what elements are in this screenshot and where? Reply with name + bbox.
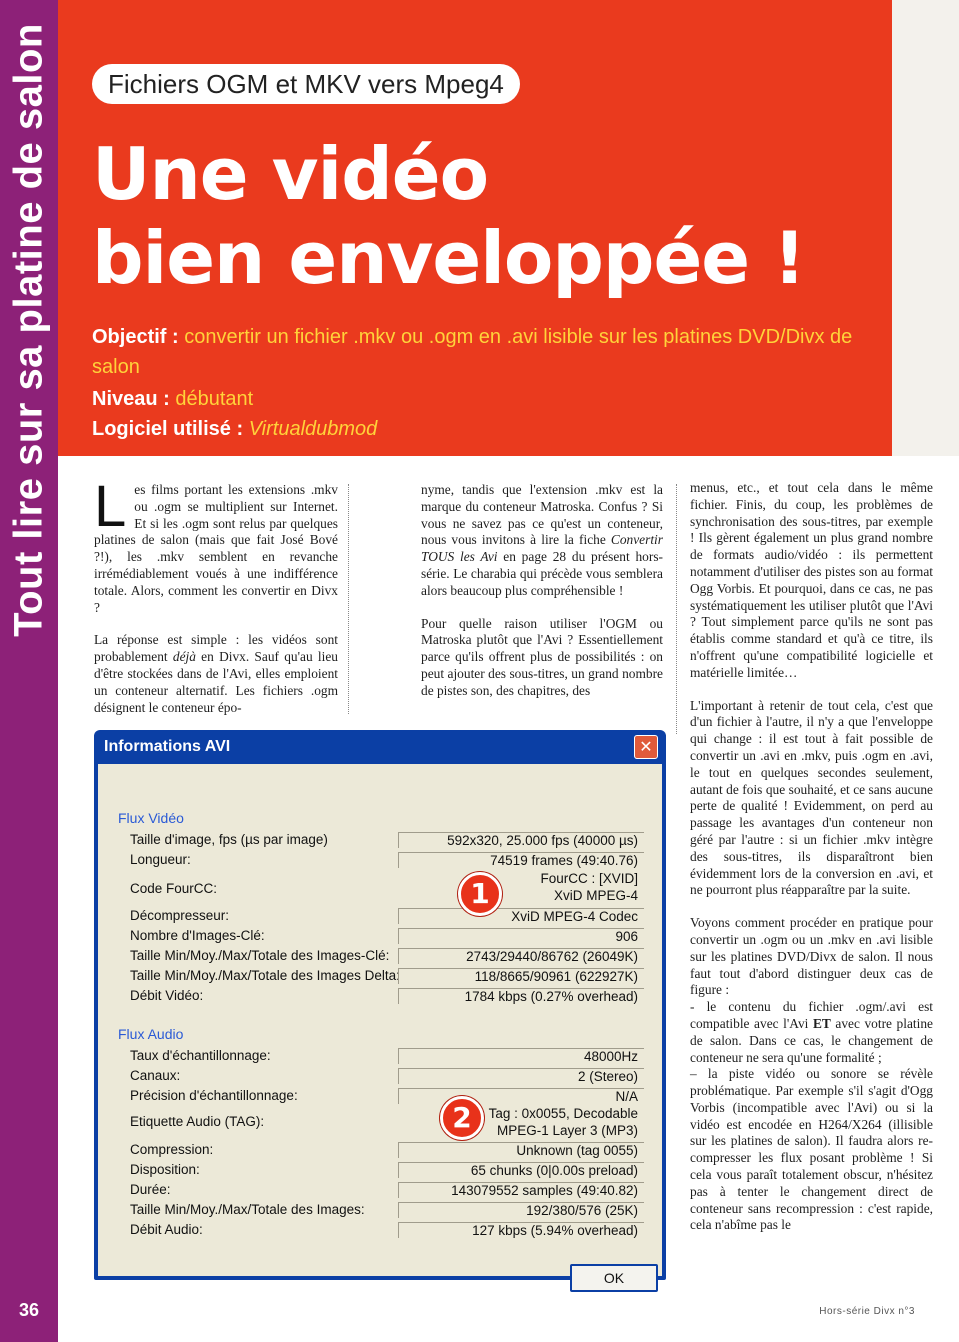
emphasis: ET (812, 1015, 831, 1031)
paragraph-text: nyme, tandis que l'extension .mkv est la marque du conteneur Matroska. Confus ? Si vous ne savez pas ce qu'est un conteneur, nous vous invitons à lire la fiche (421, 482, 663, 548)
column-separator (348, 484, 349, 714)
ok-button[interactable]: OK (570, 1264, 658, 1292)
audio-row-value: 48000Hz (398, 1048, 644, 1064)
column-3 (690, 480, 933, 1250)
video-row-value: 592x320, 25.000 fps (40000 µs) (398, 832, 644, 848)
headline-line-1: Une vidéo (92, 132, 489, 216)
audio-row-label: Durée: (130, 1182, 171, 1197)
audio-row-value: MPEG-1 Layer 3 (MP3) (496, 1123, 638, 1138)
drop-cap: L (94, 474, 127, 539)
emphasis: déjà (172, 649, 196, 665)
headline (92, 132, 852, 300)
video-row-label: Taille Min/Moy./Max/Totale des Images Delta: (130, 968, 400, 983)
column-2 (421, 482, 663, 716)
paragraph: L'important à retenir de tout cela, c'est que d'un fichier à l'autre, il n'y a que l'enveloppe qui change : il est tout à fait possible de convertir un .avi en .mkv, puis .ogm en .avi, le tout en quelques secondes seulement, autant de fois que souhaité, et ce sans aucune perte de qualité ! Evidemment, on perd au passage les avantages d'un conteneur non géré par l'autre : si un fichier .mkv intègre des sous-titres, ils disparaîtront bien évidemment lors de la conversion en .avi, et ne pourront plus réapparaître par la suite. (690, 697, 933, 898)
paragraph-text: - le contenu du fichier .ogm/.avi est compatible avec l'Avi (690, 999, 933, 1031)
paragraph-text: avec votre platine de salon. Dans ce cas, le changement de conteneur ne sera qu'une formalité ; (690, 1015, 933, 1065)
rubric-label: Fichiers OGM et MKV vers Mpeg4 (92, 64, 520, 104)
video-row-value: FourCC : [XVID] (540, 871, 638, 886)
page-number: 36 (18, 1300, 40, 1320)
audio-group-label: Flux Audio (118, 1026, 184, 1042)
paragraph: menus, etc., et tout cela dans le même fichier. Finis, du coup, les problèmes de synchronisation des sous-titres, par exemple ! Ils gèrent également un plus grand nombre de formats audio/vidéo : ils permettent notamment d'utiliser des pistes son au format Ogg Vorbis. Et pourquoi, dans ce cas, ne pas systématiquement les utiliser plutôt que l'Avi ? Tout simplement parce qu'ils ne sont pas établis comme standard et qu'à ce titre, ils n'offrent qu'une compatibilité logicielle et matérielle limitée… (690, 480, 933, 680)
avi-info-dialog (94, 730, 666, 1286)
audio-row-label: Taille Min/Moy./Max/Totale des Images: (130, 1202, 365, 1217)
audio-row-value: 2 (Stereo) (398, 1068, 644, 1084)
level (92, 384, 253, 414)
column-separator (676, 484, 677, 734)
dialog-title: Informations AVI (104, 738, 231, 755)
audio-row-label: Compression: (130, 1142, 214, 1157)
paragraph (690, 999, 933, 1066)
objective-text: convertir un fichier .mkv ou .ogm en .avi lisible sur les platines DVD/Divx de salon (92, 326, 853, 378)
software-text: Virtualdubmod (248, 418, 378, 440)
audio-row-label: Précision d'échantillonnage: (130, 1088, 298, 1103)
paragraph-text: La réponse est simple : les vidéos sont probablement (94, 632, 338, 665)
section-title-vertical: Tout lire sur sa platine de salon (6, 23, 51, 637)
audio-row-label: Etiquette Audio (TAG): (130, 1114, 265, 1129)
callout-badge-2: 2 (440, 1096, 484, 1140)
video-row-label: Longueur: (130, 852, 191, 867)
dialog-body (98, 764, 662, 1286)
audio-row-value: 143079552 samples (49:40.82) (398, 1182, 644, 1198)
audio-row-value: Unknown (tag 0055) (398, 1142, 644, 1158)
emphasis: Convertir TOUS les Avi (421, 532, 663, 565)
video-row-label: Code FourCC: (130, 881, 218, 896)
header-right-margin (892, 0, 959, 456)
video-group-label: Flux Vidéo (118, 810, 184, 826)
video-row-label: Débit Vidéo: (130, 988, 204, 1003)
column-1 (94, 474, 338, 732)
video-row-value: 2743/29440/86762 (26049K) (398, 948, 644, 964)
objective (92, 322, 872, 382)
level-text: débutant (175, 388, 254, 410)
video-row-value: 906 (398, 928, 644, 944)
paragraph-text: en Divx. Sauf qu'au lieu d'être stockées dans de l'Avi, elles emploient un conteneur alternatif. Les fichiers .ogm désignent le conteneur épo- (94, 649, 338, 715)
paragraph: – la piste vidéo ou sonore se révèle problématique. Par exemple s'il s'agit d'Ogg Vorbis (incompatible avec l'Avi) ou si la vidéo est encodée en H264/X264 (illisible sur les platines de salon). Il faudra alors re-compresser les flux posant problème ! Si cela vous paraît totalement obscur, n'hésitez pas à tenter le changement direct de conteneur sans recompression : c'est rapide, cela n'abîme pas le (690, 1066, 933, 1233)
paragraph-text: en page 28 du présent hors-série. Le charabia qui précède vous semblera alors beaucoup plus compréhensible ! (421, 549, 663, 598)
video-row-label: Nombre d'Images-Clé: (130, 928, 265, 943)
footer-issue: Hors-série Divx n°3 (819, 1306, 915, 1317)
paragraph (421, 482, 663, 600)
video-row-value: XviD MPEG-4 (553, 888, 638, 903)
audio-row-label: Taux d'échantillonnage: (130, 1048, 271, 1063)
audio-row-value: 127 kbps (5.94% overhead) (398, 1222, 644, 1238)
video-row-label: Taille Min/Moy./Max/Totale des Images-Clé: (130, 948, 390, 963)
audio-row-label: Disposition: (130, 1162, 200, 1177)
objective-label: Objectif : (92, 326, 179, 348)
video-row-label: Taille d'image, fps (µs par image) (130, 832, 328, 847)
video-row-value: 118/8665/90961 (622927K) (398, 968, 644, 984)
software-label: Logiciel utilisé : (92, 418, 244, 440)
video-row-label: Décompresseur: (130, 908, 230, 923)
video-row-value: XviD MPEG-4 Codec (398, 908, 644, 924)
audio-row-label: Débit Audio: (130, 1222, 203, 1237)
software (92, 414, 377, 444)
audio-row-value: 65 chunks (0|0.00s preload) (398, 1162, 644, 1178)
video-row-value: 1784 kbps (0.27% overhead) (398, 988, 644, 1004)
close-icon[interactable]: ✕ (634, 735, 658, 759)
paragraph: Pour quelle raison utiliser l'OGM ou Matroska plutôt que l'Avi ? Essentiellement parce qu'ils offrent plus de possibilités : on peut ajouter des sous-titres, un grand nombre de pistes son, des chapitres, des (421, 615, 663, 698)
audio-row-value: Tag : 0x0055, Decodable (488, 1106, 638, 1121)
headline-line-2: bien enveloppée ! (92, 216, 806, 300)
audio-row-value: 192/380/576 (25K) (398, 1202, 644, 1218)
audio-row-value: N/A (398, 1088, 644, 1104)
paragraph (94, 474, 338, 616)
paragraph (94, 632, 338, 716)
video-row-value: 74519 frames (49:40.76) (398, 852, 644, 868)
callout-badge-1: 1 (458, 872, 502, 916)
level-label: Niveau : (92, 388, 170, 410)
paragraph: Voyons comment procéder en pratique pour convertir un .ogm ou un .mkv en .avi lisible sur les platines DVD/Divx de salon. Il nous faut tout d'abord distinguer deux cas de figure : (690, 915, 933, 998)
paragraph-text: es films portant les extensions .mkv ou .ogm se multiplient sur Internet. Et si les .ogm sont relus par quelques platines de salon (mais que fait José Bové ?!), les .mkv semblent en revanche irrémédiablement voués à une indifférence totale. Alors, comment les convertir en Divx ? (94, 482, 338, 615)
audio-row-label: Canaux: (130, 1068, 181, 1083)
